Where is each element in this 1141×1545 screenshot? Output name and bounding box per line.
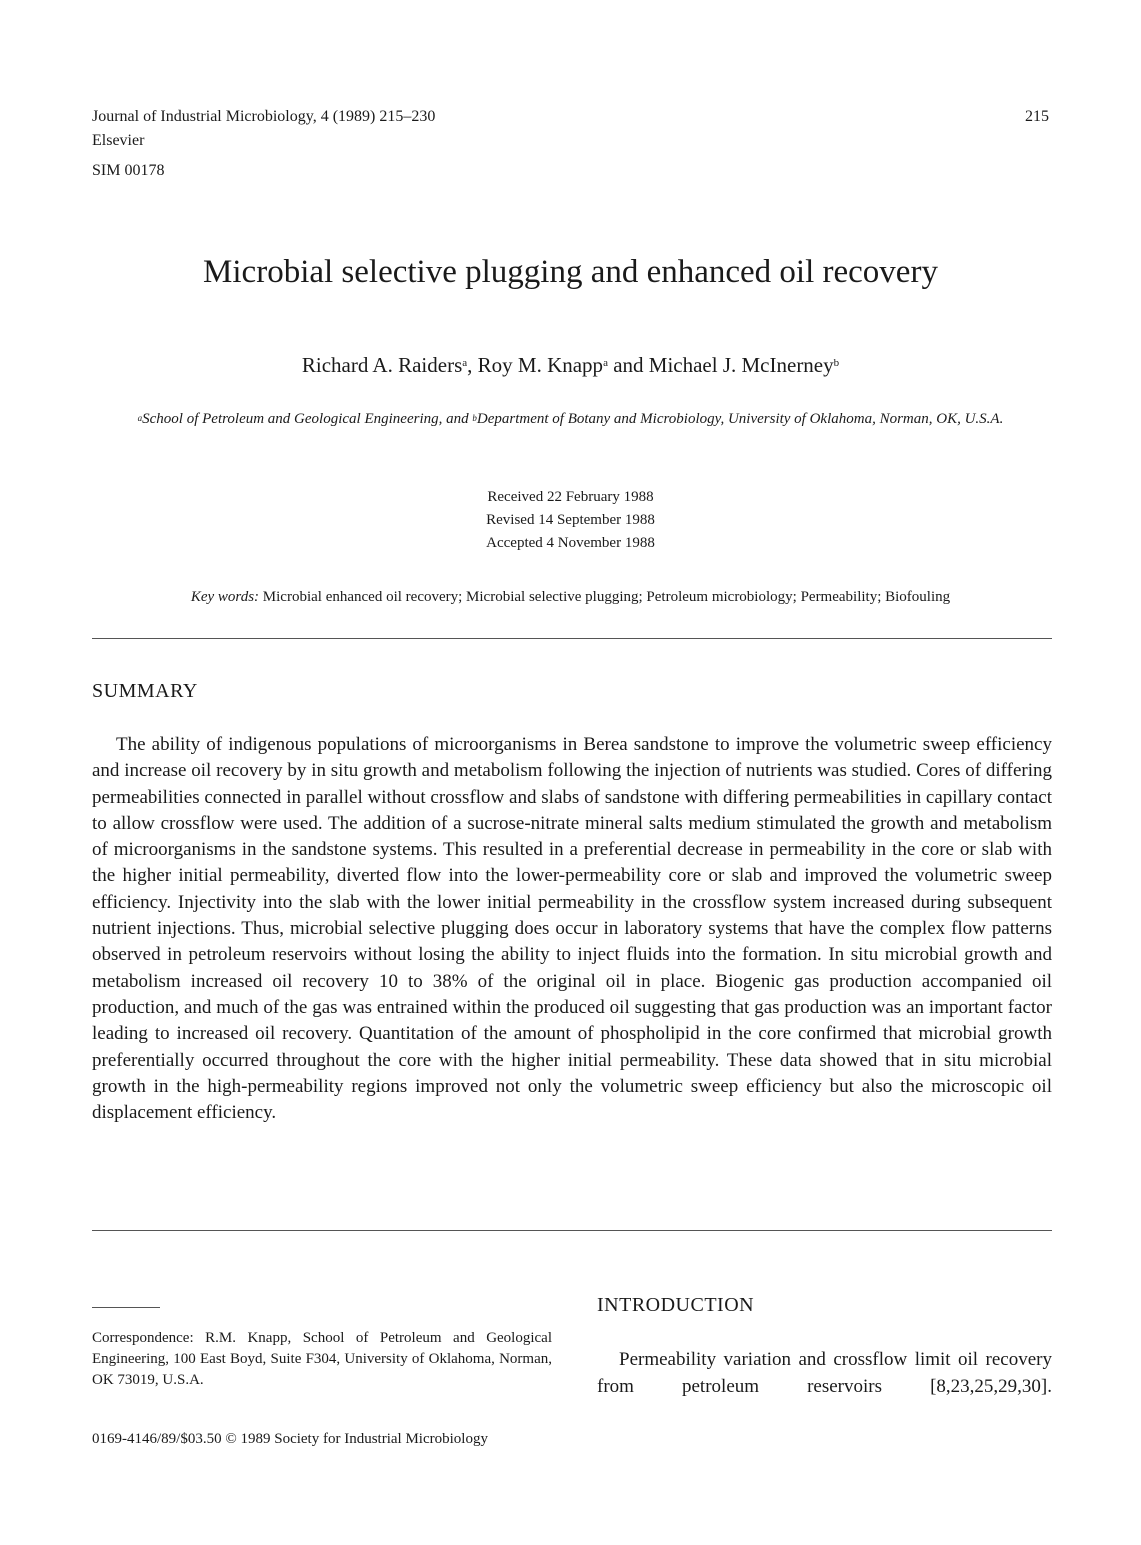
article-dates [0, 486, 1141, 555]
revised-date: Revised 14 September 1988 [486, 512, 655, 528]
paper-title: Microbial selective plugging and enhanced oil recovery [203, 254, 938, 290]
author-separator: and [607, 353, 649, 377]
author-name: Roy M. Knapp [477, 353, 604, 377]
affil-text-b: Department of Botany and Microbiology, University of Oklahoma, Norman, OK, U.S.A. [476, 411, 1004, 427]
summary-paragraph: The ability of indigenous populations of microorganisms in Berea sandstone to improve the volumetric sweep efficiency and increase oil recovery by in situ growth and metabolism following the injection of nutrients was studied. Cores of differing permeabilities connected in parallel without crossflow and slabs of sandstone with differing permeabilities in capillary contact to allow crossflow were used. The addition of a sucrose-nitrate mineral salts medium stimulated the growth and metabolism of microorganisms in the sandstone systems. This resulted in a preferential decrease in permeability in the core or slab with the higher initial permeability, diverted flow into the lower-permeability core or slab and improved the volumetric sweep efficiency. Injectivity into the slab with the lower initial permeability in the crossflow system increased during subsequent nutrient injections. Thus, microbial selective plugging does occur in laboratory systems that have the complex flow patterns observed in petroleum reservoirs without losing the ability to inject fluids into the formation. In situ microbial growth and metabolism increased oil recovery 10 to 38% of the original oil in place. Biogenic gas production accompanied oil production, and much of the gas was entrained within the produced oil suggesting that gas production was an important factor leading to increased oil recovery. Quantitation of the amount of phospholipid in the core confirmed that microbial growth preferentially occurred throughout the core with the higher initial permeability. These data showed that in situ microbial growth in the high-permeability regions improved not only the volumetric sweep efficiency but also the microscopic oil displacement efficiency. [92, 734, 1052, 1124]
correspondence-footnote: Correspondence: R.M. Knapp, School of Petroleum and Geological Engineering, 100 East Boyd, Suite F304, University of Oklahoma, Norman, OK 73019, U.S.A. [92, 1330, 552, 1388]
author-name: Richard A. Raiders [301, 353, 463, 377]
introduction-body [597, 1346, 1052, 1400]
author-affil-mark: a [462, 357, 468, 369]
author-affil-mark: a [603, 357, 608, 369]
affil-text-a: School of Petroleum and Geological Engineering, and [142, 411, 473, 427]
keywords-text: Microbial enhanced oil recovery; Microbial selective plugging; Petroleum microbiology; Permeability; Biofouling [262, 589, 951, 605]
section-divider [92, 1230, 1052, 1231]
keywords-label: Key words: [190, 589, 260, 605]
accepted-date: Accepted 4 November 1988 [486, 535, 655, 551]
author-affil-mark: b [833, 357, 840, 369]
author-list [0, 350, 1141, 380]
summary-heading: SUMMARY [92, 680, 198, 702]
introduction-heading: INTRODUCTION [597, 1294, 755, 1316]
page-number: 215 [1025, 108, 1049, 125]
affil-mark-a: a [137, 413, 143, 423]
section-divider [92, 638, 1052, 639]
author-name: Michael J. McInerney [648, 353, 834, 377]
footnote-rule [92, 1307, 160, 1308]
affiliations [92, 408, 1049, 431]
received-date: Received 22 February 1988 [487, 489, 654, 505]
author-separator: , [467, 353, 478, 377]
publisher-name: Elsevier [92, 132, 145, 149]
keywords [92, 586, 1049, 609]
article-id: SIM 00178 [92, 162, 165, 179]
summary-body [92, 732, 1052, 1126]
introduction-paragraph: Permeability variation and crossflow limit oil recovery from petroleum reservoirs [8,23,25,29,30]. [597, 1349, 1052, 1397]
copyright-line: 0169-4146/89/$03.50 © 1989 Society for Industrial Microbiology [92, 1431, 488, 1447]
affil-mark-b: b [472, 413, 477, 423]
journal-citation: Journal of Industrial Microbiology, 4 (1989) 215–230 [92, 108, 436, 125]
